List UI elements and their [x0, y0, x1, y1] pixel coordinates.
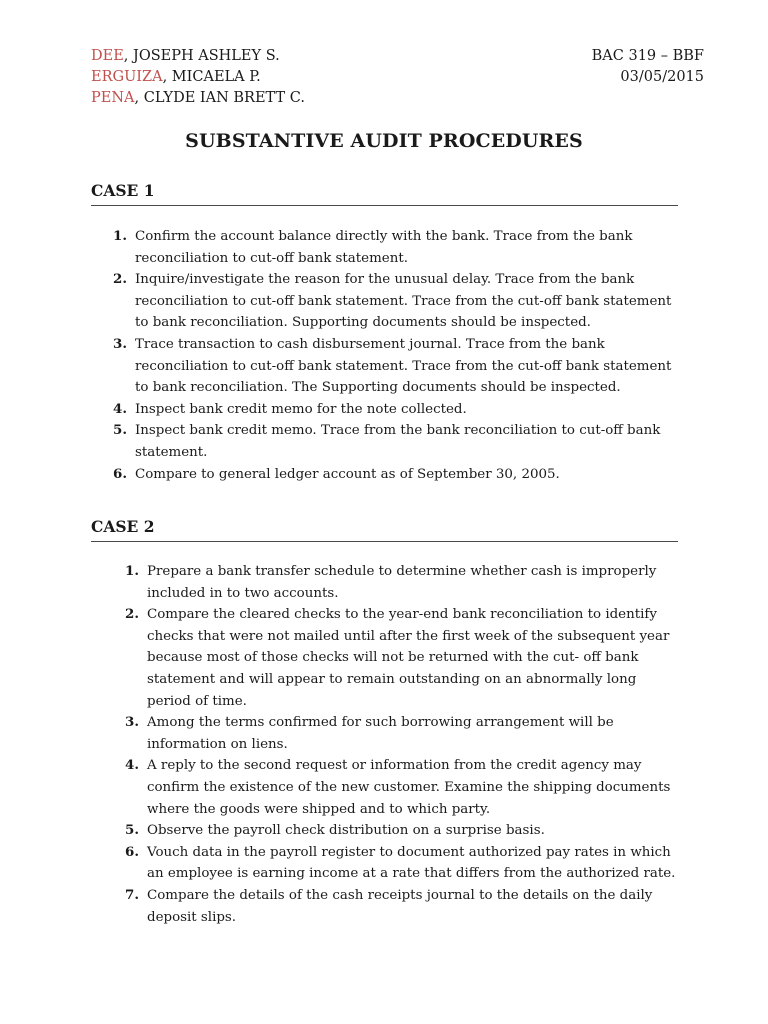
list-item: [91, 604, 678, 712]
case-heading: CASE 2: [91, 516, 678, 542]
item-number: 4.: [113, 400, 127, 417]
item-text: Prepare a bank transfer schedule to determine whether cash is improperly included in to two accounts.: [147, 564, 657, 601]
list-item: [91, 269, 678, 334]
item-text: Compare to general ledger account as of September 30, 2005.: [135, 466, 560, 482]
author-list: [91, 46, 305, 109]
item-number: 2.: [125, 606, 139, 623]
list-item: [91, 399, 678, 421]
item-number: 6.: [113, 465, 127, 482]
author-line: [91, 46, 305, 67]
list-item: [91, 885, 678, 928]
case-section-1: [91, 180, 678, 485]
item-text: Trace transaction to cash disbursement journal. Trace from the bank reconciliation to cut-off bank statement. Trace from the cut-off bank statement to bank reconciliation. The Supporting documents should be inspected.: [135, 336, 672, 396]
author-surname: PENA: [91, 90, 135, 106]
list-item: [91, 334, 678, 399]
item-text: Vouch data in the payroll register to document authorized pay rates in which an employee is earning income at a rate that differs from the authorized rate.: [147, 844, 676, 882]
author-line: [91, 88, 305, 109]
item-number: 6.: [125, 843, 139, 860]
list-item: [91, 561, 678, 604]
item-number: 5.: [125, 822, 139, 839]
item-text: Inquire/investigate the reason for the unusual delay. Trace from the bank reconciliation to cut-off bank statement. Trace from the cut-off bank statement to bank reconciliation. Supporting documents should be inspected.: [135, 272, 672, 331]
item-text: A reply to the second request or information from the credit agency may confirm the existence of the new customer. Examine the shipping documents where the goods were shipped and to which party.: [147, 758, 671, 817]
case-section-2: [91, 516, 678, 928]
list-item: [91, 712, 678, 755]
procedure-list: [91, 561, 678, 928]
item-number: 7.: [125, 886, 139, 903]
item-number: 4.: [125, 757, 139, 774]
item-number: 3.: [125, 714, 139, 731]
document-meta: [592, 46, 704, 88]
item-number: 3.: [113, 335, 127, 352]
document-date: 03/05/2015: [620, 69, 704, 85]
list-item: [91, 420, 678, 463]
author-given-names: , JOSEPH ASHLEY S.: [123, 48, 280, 64]
author-given-names: , MICAELA P.: [162, 69, 261, 85]
item-number: 2.: [113, 271, 127, 288]
item-number: 1.: [125, 563, 139, 579]
list-item: [91, 464, 678, 486]
item-text: Observe the payroll check distribution on a surprise basis.: [147, 823, 545, 839]
item-text: Inspect bank credit memo for the note collected.: [135, 401, 467, 417]
item-number: 5.: [113, 422, 127, 439]
list-item: [91, 755, 678, 820]
item-text: Compare the cleared checks to the year-end bank reconciliation to identify checks that were not mailed until after the first week of the subsequent year because most of those checks will not be returned with the cut- off bank statement and will appear to remain outstanding on an abnormally long period of time.: [147, 607, 670, 709]
item-number: 1.: [113, 228, 127, 244]
item-text: Inspect bank credit memo. Trace from the bank reconciliation to cut-off bank statement.: [135, 423, 661, 460]
author-line: [91, 67, 305, 88]
author-surname: DEE: [91, 48, 124, 64]
list-item: [91, 820, 678, 842]
author-surname: ERGUIZA: [91, 69, 163, 85]
item-text: Compare the details of the cash receipts journal to the details on the daily deposit slips.: [147, 887, 653, 925]
document-title: SUBSTANTIVE AUDIT PROCEDURES: [185, 130, 583, 152]
author-given-names: , CLYDE IAN BRETT C.: [134, 90, 305, 106]
course-code: BAC 319 – BBF: [591, 48, 704, 64]
list-item: [91, 226, 678, 269]
list-item: [91, 842, 678, 885]
item-text: Among the terms confirmed for such borrowing arrangement will be information on liens.: [147, 715, 614, 752]
case-heading: CASE 1: [91, 180, 678, 206]
item-text: Confirm the account balance directly with the bank. Trace from the bank reconciliation to cut-off bank statement.: [135, 229, 633, 266]
procedure-list: [91, 226, 678, 485]
